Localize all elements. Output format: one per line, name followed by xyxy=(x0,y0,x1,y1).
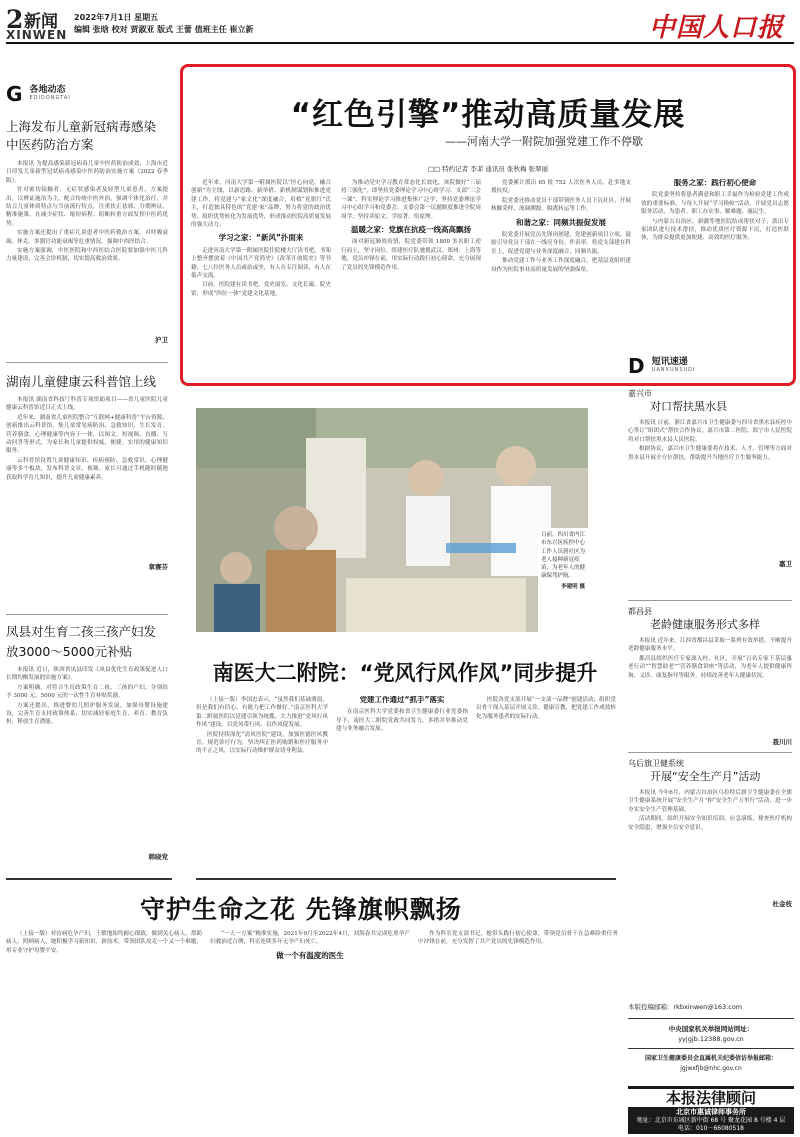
feature-section-title: 温暖之家：党旗在抗疫一线高高飘扬 xyxy=(351,225,471,235)
story-paragraph: 方案还提出，推进婴幼儿照护服务发展，加强母婴设施建设，完善生育支持政策体系，切实减轻家庭生育、养育、教育负担，释放生育潜能。 xyxy=(6,702,168,726)
story-label: 乌后旗卫健系统 xyxy=(628,759,684,768)
feature-section-title: 服务之家：践行初心使命 xyxy=(673,179,757,187)
story-headline: 开展“安全生产月”活动 xyxy=(650,770,761,783)
middle-story-headline: 南医大二附院：“党风行风作风”同步提升 xyxy=(212,661,598,685)
report-email-title: 国家卫生健康委员会直属机关纪委信访举报邮箱： xyxy=(644,1055,777,1062)
issue-date: 2022年7月1日 星期五 xyxy=(74,13,159,22)
story-headline: 对口帮扶黑水县 xyxy=(650,400,727,413)
story-paragraph: “一人一方案”精准实施，2021年9月至2022年4月，刘海春共完成危重孕产妇救治近百例，科室连续多年无孕产妇死亡。 xyxy=(210,931,410,946)
feature-paragraph: 面对新冠肺炎疫情，院党委带领 1800 多名职工逆行而上，坚守岗位。组建医疗队驰援武汉、郑州、上海等地，党员冲锋在前，用实际行动践行初心使命，充分展现了党员的先锋模范作用。 xyxy=(341,239,481,271)
story-hunan xyxy=(6,372,168,571)
brief-title: 短讯速递 xyxy=(651,357,688,367)
feature-section-title: 学习之家：“新风”扑面来 xyxy=(218,233,304,243)
feature-column-4 xyxy=(641,179,789,379)
feature-paragraph: 院党委开展党员先锋岗创建、党建创新项目立项、鼓励引导党员干部在一线亮身份、作表率。将党支部建在科室上，促进党建与业务深度融合，同频共振。 xyxy=(491,232,631,255)
story-jiaxing xyxy=(628,388,792,568)
photo-caption-text: 日前，四川省内江市东兴区疾控中心工作人员到社区为老人接种新冠疫苗，为老年人的健康保驾护航。 xyxy=(541,532,586,580)
story-paragraph: 实施方案还提出了重症儿童患者中医药救治方案，对呼吸衰竭、休克、多器官功能衰竭等危重情况，强调中西医结合。 xyxy=(6,230,168,245)
feature-section-title: 和谐之家：同频共振促发展 xyxy=(516,217,606,227)
story-shanghai xyxy=(6,118,168,344)
story-label: 嘉兴市 xyxy=(628,389,652,398)
story-paragraph: （上接一版）李国忠表示，“虽然我们基础薄弱，但是我们有信心、有能力把工作做好。”南京医科大学第二附属医院以党建引领为统揽，大力推进“党风行风作风”建设，以党风带行风、以作风促发展。 xyxy=(196,697,328,729)
story-byline: 沪卫 xyxy=(155,336,168,344)
feature-headline: “红色引擎”推动高质量发展 xyxy=(290,97,686,133)
photo-credit: 李建明 摄 xyxy=(561,583,585,590)
divider xyxy=(628,752,792,753)
story-paragraph: 根据协议，嘉兴市卫生健康委将在技术、人才、管理等方面对黑水县开展全方位帮扶，帮助提升当地医疗卫生服务能力。 xyxy=(628,446,792,461)
story-paragraph: 活动期间，组织开展安全知识培训、应急演练，排查医疗机构安全隐患，增强全员安全意识。 xyxy=(628,816,792,831)
story-paragraph: 本报讯 日前，浙江省嘉兴市卫生健康委与四川省黑水县疾控中心签订“组团式”帮扶合作协议。嘉兴市第二医院、海宁市人民医院将对口帮扶黑水县人民医院。 xyxy=(628,420,792,443)
editor-credits: 编辑 张晗 校对 贾淑亚 版式 王蕾 值班主任 崔立新 xyxy=(74,25,254,34)
feature-column-2 xyxy=(341,179,481,379)
report-email-address: jgjwxfjb@nhc.gov.cn xyxy=(680,1065,742,1072)
section-title: 新闻 xyxy=(24,12,58,32)
brief-letter: G xyxy=(6,82,23,106)
feature-paragraph: 院党委还推动党员干部带领医务人员下沉社区，开展核酸采样、流调溯源、隔离转运等工作。 xyxy=(491,197,631,213)
story-byline: 聂川川 xyxy=(772,738,792,746)
feature-column-3 xyxy=(491,179,631,379)
vaccination-photo-illustration xyxy=(196,408,588,632)
story-wuhouqi xyxy=(628,758,792,908)
report-website-url: yyjgjb.12388.gov.cn xyxy=(678,1035,744,1043)
feature-paragraph: 目前，医院建有读书吧、党史展室、文化长廊、院史馆，形成“四位一体”党建文化基地。 xyxy=(191,282,331,297)
middle-story-section: 党建工作通过“抓手”落实 xyxy=(359,696,445,704)
bottom-story-column-3 xyxy=(418,930,618,1130)
legal-advisor-details xyxy=(628,1108,794,1134)
story-paragraph: 医院持续深化“清风医院”建设，加强医德医风教育，规范诊疗行为，坚决纠正医药购销和医疗服务中的不正之风，以实际行动维护群众切身利益。 xyxy=(196,731,328,755)
story-paragraph: 针对密切接触者、无症状感染者及轻型儿童患者，方案提出，以辨证施治为主，配合传统中医外治，强调个体化治疗，并结合儿童体质特点与当前流行特点，注重扶正祛邪、分期辨证、精准施策，在减少症状、缩短病程、阻断转重方面发挥中医药优势。 xyxy=(6,187,168,227)
middle-story-column-3 xyxy=(476,696,616,866)
story-byline: 杜金枝 xyxy=(772,900,792,908)
brief-title: 各地动态 xyxy=(29,85,66,95)
brief-header-left xyxy=(6,82,168,106)
feature-paragraph: 党委累计派出 65 批 752 人次医务人员，赴多地支援抗疫。 xyxy=(491,180,631,195)
feature-column-1 xyxy=(191,179,331,379)
feature-paragraph: 院党委坚持将患者满意和职工幸福作为检验党建工作成效的重要标准，与每人开展“学习换帖”活动，开展党员志愿服务活动，为患者、职工办实事、解难题、惠民生。 xyxy=(641,192,789,216)
masthead xyxy=(6,4,794,44)
story-paragraph: 本报讯 近日，陕西省凤县印发《凤县优化生育政策促进人口长期均衡发展的实施方案》。 xyxy=(6,667,168,682)
feature-subtitle: ——河南大学一附院加强党建工作不停歇 xyxy=(445,135,643,148)
law-firm-name: 北京市惠诚律师事务所 xyxy=(676,1108,746,1116)
bottom-story-column-2 xyxy=(210,930,410,1130)
story-headline: 凤县对生育二孩三孩产妇发放3000～5000元补贴 xyxy=(6,624,157,659)
divider xyxy=(6,614,168,615)
bottom-story-section: 做一个有温度的医生 xyxy=(276,950,344,960)
report-website-ad xyxy=(628,1024,794,1044)
brief-header-right xyxy=(628,354,792,378)
story-paragraph: 实施方案强调，中医医院和中西医结合医院要加强中医儿科力量建设，完善会诊机制，切实提高救治效果。 xyxy=(6,248,168,263)
bottom-story-headline: 守护生命之花 先锋旗帜飘扬 xyxy=(140,895,462,924)
brief-letter: D xyxy=(628,354,645,378)
feature-byline: □□ 特约记者 李菲 通讯员 张秋梅 张翠丽 xyxy=(427,165,549,173)
page-number: 2 xyxy=(6,5,23,34)
story-paragraph: （上接一版）对待病危孕产妇，王敏地始终耐心细致，做到关心病人、帮助病人、照顾病人。她积极学习新知识、新技术，带领团队攻克一个又一个难题，用专业守护母婴平安。 xyxy=(6,931,202,954)
story-paragraph: 作为科室党支部书记，她带头践行初心使命，带领党员骨干在急难险重任务中冲锋在前，充分发挥了共产党员的先锋模范作用。 xyxy=(418,931,618,946)
feature-paragraph: 走进河南大学第一附属医院住院楼大厅读书吧，书架上整齐摆放着《中国共产党简史》《改革开放简史》等书籍，七八位医务人员或站或坐，有人在专注阅读，有人在低声交流。 xyxy=(191,247,331,280)
story-byline: 嘉卫 xyxy=(779,560,792,568)
divider xyxy=(196,878,616,880)
story-byline: 韩晓党 xyxy=(148,853,168,861)
story-paragraph: 都昌县组织医疗专家深入村、社区，开展“百名专家下基层惠老行动”“智慧助老”“营养膳食讲座”等活动，为老年人提供健康咨询、义诊、康复指导等服务，持续改善老年人健康状况。 xyxy=(628,655,792,679)
section-english: XINWEN xyxy=(6,28,68,42)
divider xyxy=(628,1048,794,1049)
divider xyxy=(6,362,168,363)
divider xyxy=(628,1018,794,1019)
middle-story-column-1 xyxy=(196,696,328,866)
story-paragraph: 云科普馆设置儿童健康知识、疾病预防、急救常识、心理健康等多个板块，发布科普文章、视频。家长可通过手机随时随地获取科学育儿知识，提升儿童健康素养。 xyxy=(6,457,168,481)
story-label: 都昌县 xyxy=(628,607,652,616)
report-website-title: 中央国家机关举报网站网址： xyxy=(668,1025,754,1033)
law-firm-address: 地址：北京市东城区新中街 68 号 聚龙花园 8 号楼 4 层 xyxy=(636,1116,786,1124)
story-duchang xyxy=(628,606,792,746)
legal-advisor-title: 本报法律顾问 xyxy=(628,1089,794,1107)
story-fengxian xyxy=(6,622,168,861)
feature-paragraph: 与内蒙古自治区、新疆等地医院结成帮扶对子，派出专家团队进行技术帮扶，推动优质医疗资源下沉，打造医联体，为群众提供更加便捷、高效的医疗服务。 xyxy=(641,218,789,242)
feature-paragraph: 推动党建工作与业务工作深度融合，把基层党组织建设作为医院事业高质量发展的坚强保垒。 xyxy=(491,258,631,273)
feature-paragraph: 近年来，河南大学第一附属医院以“医心向党、融合创新”为主线，以新思路、新举措、新机制谋划和推进党建工作，将党建与“家文化”深度融合，培植“党旗红”氏主，打造独具特色的“党建·家”品牌，努力将党的政治优势、组织优势转化为发展优势，形成推动医院高质量发展的强大动力。 xyxy=(191,180,331,229)
story-paragraph: 本报讯 今年6月，内蒙古自治区乌拉特后旗卫生健康委在全旗卫生健康系统开展“安全生产月”和“安全生产万里行”活动，进一步夯实安全生产管理基础。 xyxy=(628,790,792,813)
feature-paragraph: 为推动党史学习教育常态化长效化，该院做好“三届持三强化”，即坚持党委理论学习中心组学习、支部“三会一课”、科室理论学习推进集体广泛学；坚持党委理论学习中心组学习和党委会、支委会第一议题制度推进全院周周学；坚持读原文、学原著、悟原理。 xyxy=(341,180,481,220)
story-headline: 老龄健康服务形式多样 xyxy=(650,618,760,631)
paper-logo: 中国人口报 xyxy=(648,13,784,43)
brief-subtitle: EDIDONGTAI xyxy=(29,95,71,101)
divider xyxy=(628,600,792,601)
story-paragraph: 医院各党支部开展“一支部一品牌”创建活动，组织党员骨干深入基层开展义诊、健康宣教，把党建工作成效转化为服务患者的实际行动。 xyxy=(476,697,616,720)
report-email-ad xyxy=(628,1054,794,1074)
feature-box xyxy=(180,64,796,386)
bottom-story-column-1 xyxy=(6,930,202,1130)
story-headline: 湖南儿童健康云科普馆上线 xyxy=(6,374,157,389)
divider xyxy=(6,878,172,880)
story-paragraph: 在南京医科大学党委和省卫生健康委行业党委指导下，南医大二附院党政共同发力，多措并举推动党建与业务融合发展。 xyxy=(336,709,468,733)
middle-story-column-2 xyxy=(336,696,468,866)
legal-advisor-ad xyxy=(628,1086,794,1134)
brief-subtitle: UANXUNSUDI xyxy=(651,367,696,373)
story-paragraph: 本报讯 为提高感染新冠病毒儿童中医药防治成效，上海市近日印发儿童新型冠状病毒感染中医药防治实施方案（2022 春季版）。 xyxy=(6,161,168,184)
photo-caption xyxy=(538,528,588,632)
story-paragraph: 近年来，湖南省儿童医院整合“互联网+健康科普”平台资源，创新推出云科普馆，集儿童常见病防治、急救知识、生长发育、营养膳食、心理健康等内容于一体，以图文、短视频、直播、互动问答等形式，为家长和儿童提供权威、便捷、实用的健康知识服务。 xyxy=(6,414,168,455)
news-photo xyxy=(196,408,588,632)
story-headline: 上海发布儿童新冠病毒感染中医药防治方案 xyxy=(6,119,157,152)
story-paragraph: 方案明确，对符合生育政策生育二孩、三孩的产妇，分别给予 3000 元、5000 元的一次性生育补贴奖励。 xyxy=(6,684,168,700)
story-byline: 章赛芬 xyxy=(148,563,168,571)
story-paragraph: 本报讯 湖南省科技厅科普专项资助项目——省儿童医院儿童健康云科普馆近日正式上线。 xyxy=(6,397,168,412)
law-firm-phone: 电话：010－66080518 xyxy=(678,1125,744,1132)
submission-email: 本版投稿邮箱：rkbxinwen@163.com xyxy=(628,1003,743,1011)
story-paragraph: 本报讯 近年来，江西省都昌县采取一系列有效举措，不断提升老龄健康服务水平。 xyxy=(628,638,792,653)
